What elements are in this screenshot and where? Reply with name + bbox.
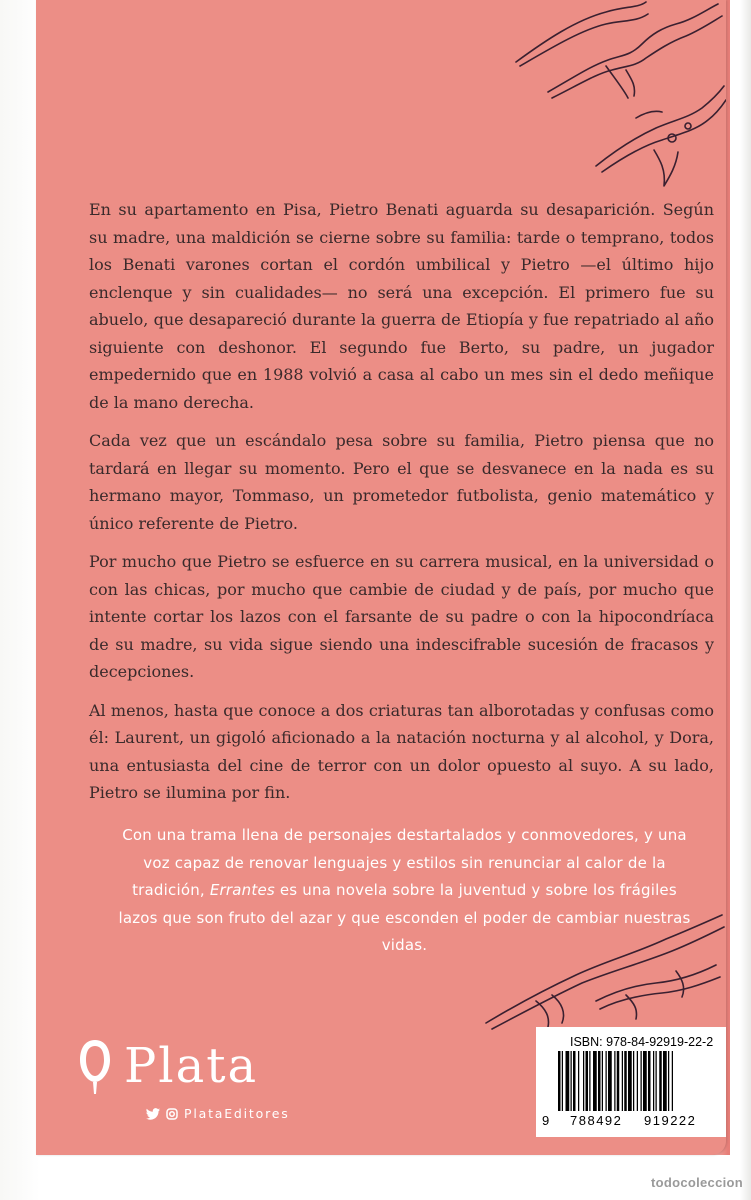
barcode-bar — [622, 1051, 623, 1111]
publisher-social — [146, 1106, 290, 1121]
barcode-bar — [558, 1051, 561, 1111]
barcode-bar — [648, 1051, 651, 1111]
barcode-bar — [571, 1051, 572, 1111]
barcode-bar — [643, 1051, 647, 1111]
barcode-bar — [566, 1051, 570, 1111]
synopsis-paragraph-3: Por mucho que Pietro se esfuerce en su carrera musical, en la universidad o con las chicas, por mucho que cambie de ciudad y de país, por mucho que intente cortar los lazos con el farsante de su padre o con la hipocondríaca de su madre, su vida sigue siendo una indescifrable sucesión de fracasos y decepciones. — [89, 552, 714, 681]
synopsis-paragraph-4: Al menos, hasta que conoce a dos criaturas tan alborotadas y confusas como él: Laurent, un gigoló aficionado a la natación nocturna y al alcohol, y Dora, una entusiasta del cine de terror con un dolor opuesto al suyo. A su lado, Pietro se ilumina por fin. — [89, 700, 714, 802]
barcode-bar — [624, 1051, 627, 1111]
barcode-digits-left: 788492 — [570, 1113, 623, 1128]
barcode-digits-right: 919222 — [644, 1113, 697, 1128]
barcode-digit-lead: 9 — [542, 1113, 550, 1128]
publisher-handle: PlataEditores — [184, 1106, 290, 1121]
isbn-barcode-label — [536, 1027, 726, 1137]
barcode-bar — [659, 1051, 662, 1111]
synopsis — [89, 196, 714, 818]
barcode-bar — [663, 1051, 667, 1111]
barcode-bar — [593, 1051, 597, 1111]
isbn-number: ISBN: 978-84-92919-22-2 — [570, 1035, 714, 1049]
barcode-bar — [598, 1051, 601, 1111]
barcode-bar — [656, 1051, 657, 1111]
synopsis-paragraph-1: En su apartamento en Pisa, Pietro Benati aguarda su desaparición. Según su madre, una maldición se cierne sobre su familia: tarde o temprano, todos los Benati varones cortan el cordón umbilical y Pietro —el último hijo enclenque y sin cualidades— no será una excepción. El primero fue su abuelo, que desapareció durante la guerra de Etiopía y fue repatriado al año siguiente con deshonor. El segundo fue Berto, su padre, un jugador empedernido que en 1988 volvió a casa al cabo un mes sin el dedo meñique de la mano derecha. — [89, 200, 714, 412]
barcode-bar — [672, 1051, 673, 1111]
barcode-bar — [578, 1051, 579, 1111]
barcode-bar — [653, 1051, 654, 1111]
barcode-bar — [608, 1051, 612, 1111]
barcode-bar — [562, 1051, 563, 1111]
twitter-icon — [146, 1108, 160, 1120]
book-back-cover — [36, 0, 726, 1155]
publisher-logo — [78, 1036, 258, 1096]
plata-mark-icon — [78, 1036, 112, 1096]
barcode-bar — [573, 1051, 576, 1111]
barcode-bar — [602, 1051, 603, 1111]
barcode-bar — [606, 1051, 607, 1111]
barcode-bar — [617, 1051, 620, 1111]
blurb-text-before: Con una trama llena de personajes destartalados y conmovedores, y una voz capaz de renovar lenguajes y estilos sin renunciar al calor de la tradición, — [122, 826, 687, 899]
publisher-name: Plata — [124, 1038, 259, 1094]
barcode-bar — [668, 1051, 669, 1111]
barcode-bar — [586, 1051, 589, 1111]
barcode-bar — [583, 1051, 584, 1111]
instagram-icon — [166, 1108, 178, 1120]
barcode-bar — [641, 1051, 642, 1111]
blurb — [112, 822, 697, 960]
barcode-bar — [589, 1051, 590, 1111]
barcode-bar — [628, 1051, 632, 1111]
synopsis-paragraph-2: Cada vez que un escándalo pesa sobre su familia, Pietro piensa que no tardará en llegar su momento. Pero el que se desvanece en la nada es su hermano mayor, Tommaso, un prometedor futbolista, genio matemático y único referente de Pietro. — [89, 431, 714, 533]
watermark: todocoleccion — [650, 1175, 743, 1190]
barcode-bar — [633, 1051, 634, 1111]
blurb-text-after: es una novela sobre la juventud y sobre los frágiles lazos que son fruto del azar y que esconden el poder de cambiar nuestras vidas. — [118, 881, 691, 954]
barcode-bar — [614, 1051, 615, 1111]
brush-decoration-top — [456, 0, 726, 210]
barcode — [558, 1051, 718, 1115]
book-title: Errantes — [209, 881, 275, 899]
barcode-bar — [637, 1051, 638, 1111]
